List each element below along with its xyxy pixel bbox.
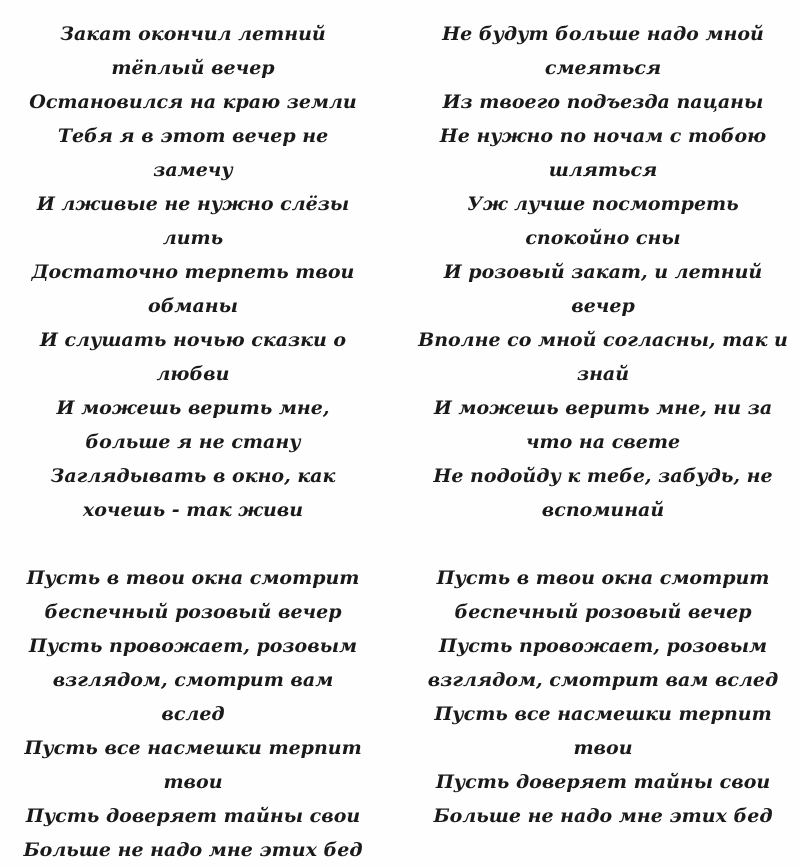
lyric-line: Пусть все насмешки терпит твои	[24, 737, 362, 793]
lyric-line: Пусть все насмешки терпит твои	[434, 703, 772, 759]
lyric-line: Не подойду к тебе, забудь, не вспоминай	[433, 465, 773, 521]
lyric-line: Пусть доверяет тайны свои	[435, 771, 771, 793]
stanza-spacer	[418, 527, 788, 561]
lyric-line: Достаточно терпеть твои обманы	[31, 261, 355, 317]
lyric-line: Больше не надо мне этих бед	[23, 839, 363, 861]
lyric-line: Заглядывать в окно, как хочешь - так живи	[50, 465, 336, 521]
lyric-line: Остановился на краю земли	[29, 91, 357, 113]
lyric-line: Уж лучше посмотреть спокойно сны	[467, 193, 739, 249]
lyric-line: Закат окончил летний тёплый вечер	[60, 23, 326, 79]
lyric-line: Пусть в твои окна смотрит беспечный розовый вечер	[436, 567, 770, 623]
lyric-line: Вполне со мной согласны, так и знай	[418, 329, 788, 385]
lyric-line: Тебя я в этот вечер не замечу	[57, 125, 329, 181]
lyric-line: Пусть в твои окна смотрит беспечный розовый вечер	[26, 567, 360, 623]
lyric-line: И розовый закат, и летний вечер	[443, 261, 763, 317]
verse-stanza	[18, 17, 368, 527]
lyric-line: Пусть доверяет тайны свои	[25, 805, 361, 827]
lyric-line: И можешь верить мне, ни за что на свете	[433, 397, 773, 453]
lyric-line: Из твоего подъезда пацаны	[442, 91, 764, 113]
lyric-line: И лживые не нужно слёзы лить	[36, 193, 350, 249]
lyric-line: И слушать ночью сказки о любви	[39, 329, 347, 385]
chorus-stanza	[18, 561, 368, 867]
lyric-line: Больше не надо мне этих бед	[433, 805, 773, 827]
lyric-line: Пусть провожает, розовым взглядом, смотрит вам вслед	[28, 635, 358, 725]
lyrics-column-left	[18, 17, 368, 867]
stanza-spacer	[18, 527, 368, 561]
lyric-line: Не будут больше надо мной смеяться	[442, 23, 764, 79]
lyrics-column-right	[418, 17, 788, 833]
verse-stanza	[418, 17, 788, 527]
lyric-line: И можешь верить мне, больше я не стану	[56, 397, 330, 453]
lyric-line: Пусть провожает, розовым взглядом, смотрит вам вслед	[427, 635, 779, 691]
lyric-line: Не нужно по ночам с тобою шляться	[439, 125, 767, 181]
chorus-stanza	[418, 561, 788, 833]
